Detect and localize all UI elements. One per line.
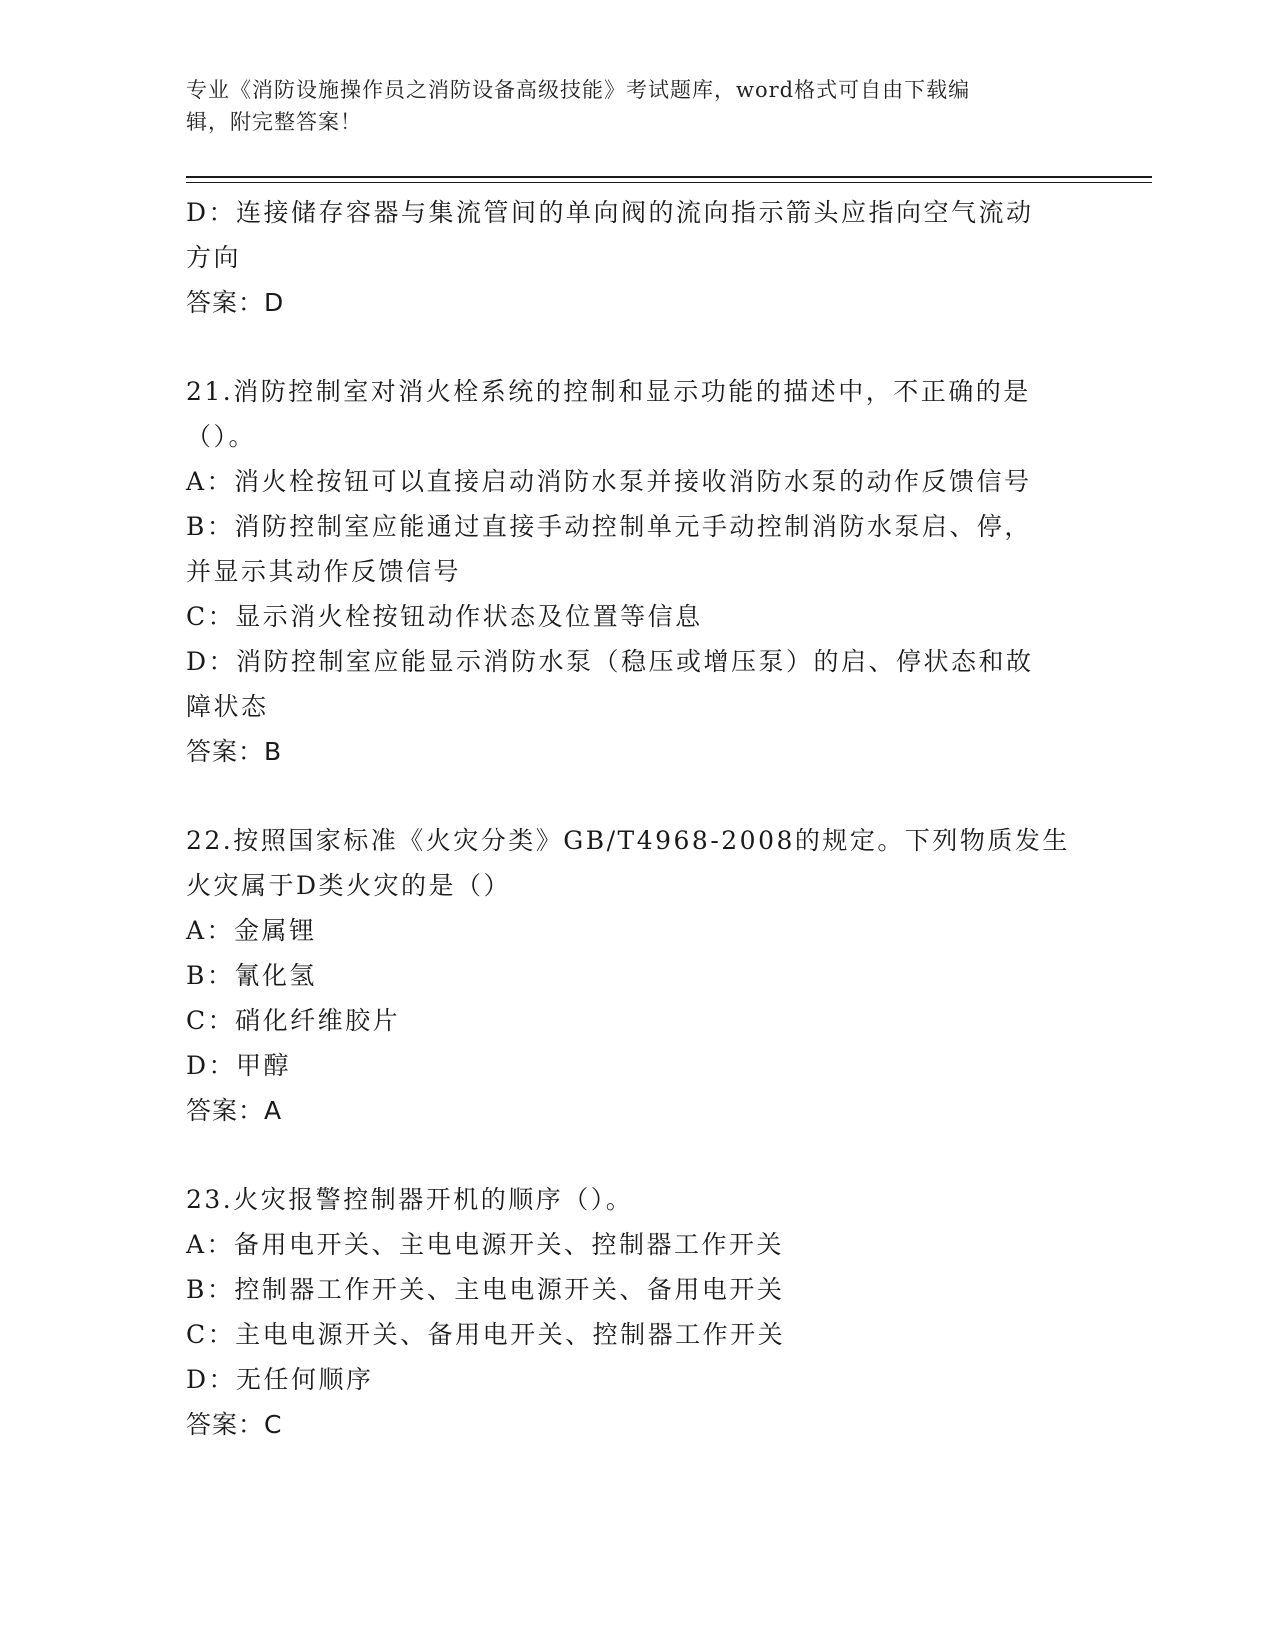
page-header bbox=[186, 74, 1066, 138]
q23-answer: 答案：C bbox=[186, 1410, 283, 1439]
q22-option-d: D：甲醇 bbox=[186, 1051, 292, 1080]
q21-option-b-line-2: 并显示其动作反馈信号 bbox=[186, 557, 462, 586]
q23-option-b: B：控制器工作开关、主电电源开关、备用电开关 bbox=[186, 1275, 785, 1304]
q21-option-d-line-1: D：消防控制室应能显示消防水泵（稳压或增压泵）的启、停状态和故 bbox=[186, 647, 1034, 676]
q21-option-b-line-1: B：消防控制室应能通过直接手动控制单元手动控制消防水泵启、停， bbox=[186, 512, 1032, 541]
q23-stem: 23.火灾报警控制器开机的顺序（）。 bbox=[186, 1185, 634, 1214]
q21-answer: 答案：B bbox=[186, 737, 283, 766]
q22-stem-line-2: 火灾属于D类火灾的是（） bbox=[186, 871, 512, 900]
q20-answer: 答案：D bbox=[186, 288, 285, 317]
q21-option-d-line-2: 障状态 bbox=[186, 692, 269, 721]
q22-answer: 答案：A bbox=[186, 1096, 283, 1125]
header-line-2: 辑，附完整答案！ bbox=[186, 110, 362, 134]
header-rule-thin bbox=[186, 182, 1152, 183]
q22-option-b: B：氰化氢 bbox=[186, 961, 317, 990]
question-23 bbox=[186, 1177, 1066, 1447]
q21-stem-line-2: （）。 bbox=[186, 422, 257, 451]
q20-option-d-line-2: 方向 bbox=[186, 243, 242, 272]
header-line-1: 专业《消防设施操作员之消防设备高级技能》考试题库，word格式可自由下载编 bbox=[186, 78, 971, 102]
q21-option-c: C：显示消火栓按钮动作状态及位置等信息 bbox=[186, 602, 703, 631]
question-21 bbox=[186, 369, 1066, 774]
q23-option-d: D：无任何顺序 bbox=[186, 1365, 374, 1394]
q20-option-d-line-1: D：连接储存容器与集流管间的单向阀的流向指示箭头应指向空气流动 bbox=[186, 198, 1034, 227]
q23-option-c: C：主电电源开关、备用电开关、控制器工作开关 bbox=[186, 1320, 786, 1349]
q22-option-c: C：硝化纤维胶片 bbox=[186, 1006, 401, 1035]
q22-option-a: A：金属锂 bbox=[186, 916, 317, 945]
q21-option-a: A：消火栓按钮可以直接启动消防水泵并接收消防水泵的动作反馈信号 bbox=[186, 467, 1032, 496]
question-22 bbox=[186, 818, 1070, 1133]
question-20 bbox=[186, 190, 1066, 325]
q23-option-a: A：备用电开关、主电电源开关、控制器工作开关 bbox=[186, 1230, 785, 1259]
q22-stem-line-1: 22.按照国家标准《火灾分类》GB/T4968-2008的规定。下列物质发生 bbox=[186, 826, 1070, 855]
q21-stem-line-1: 21.消防控制室对消火栓系统的控制和显示功能的描述中，不正确的是 bbox=[186, 377, 1031, 406]
header-rule-thick bbox=[186, 176, 1152, 178]
question-list bbox=[186, 190, 1070, 1491]
